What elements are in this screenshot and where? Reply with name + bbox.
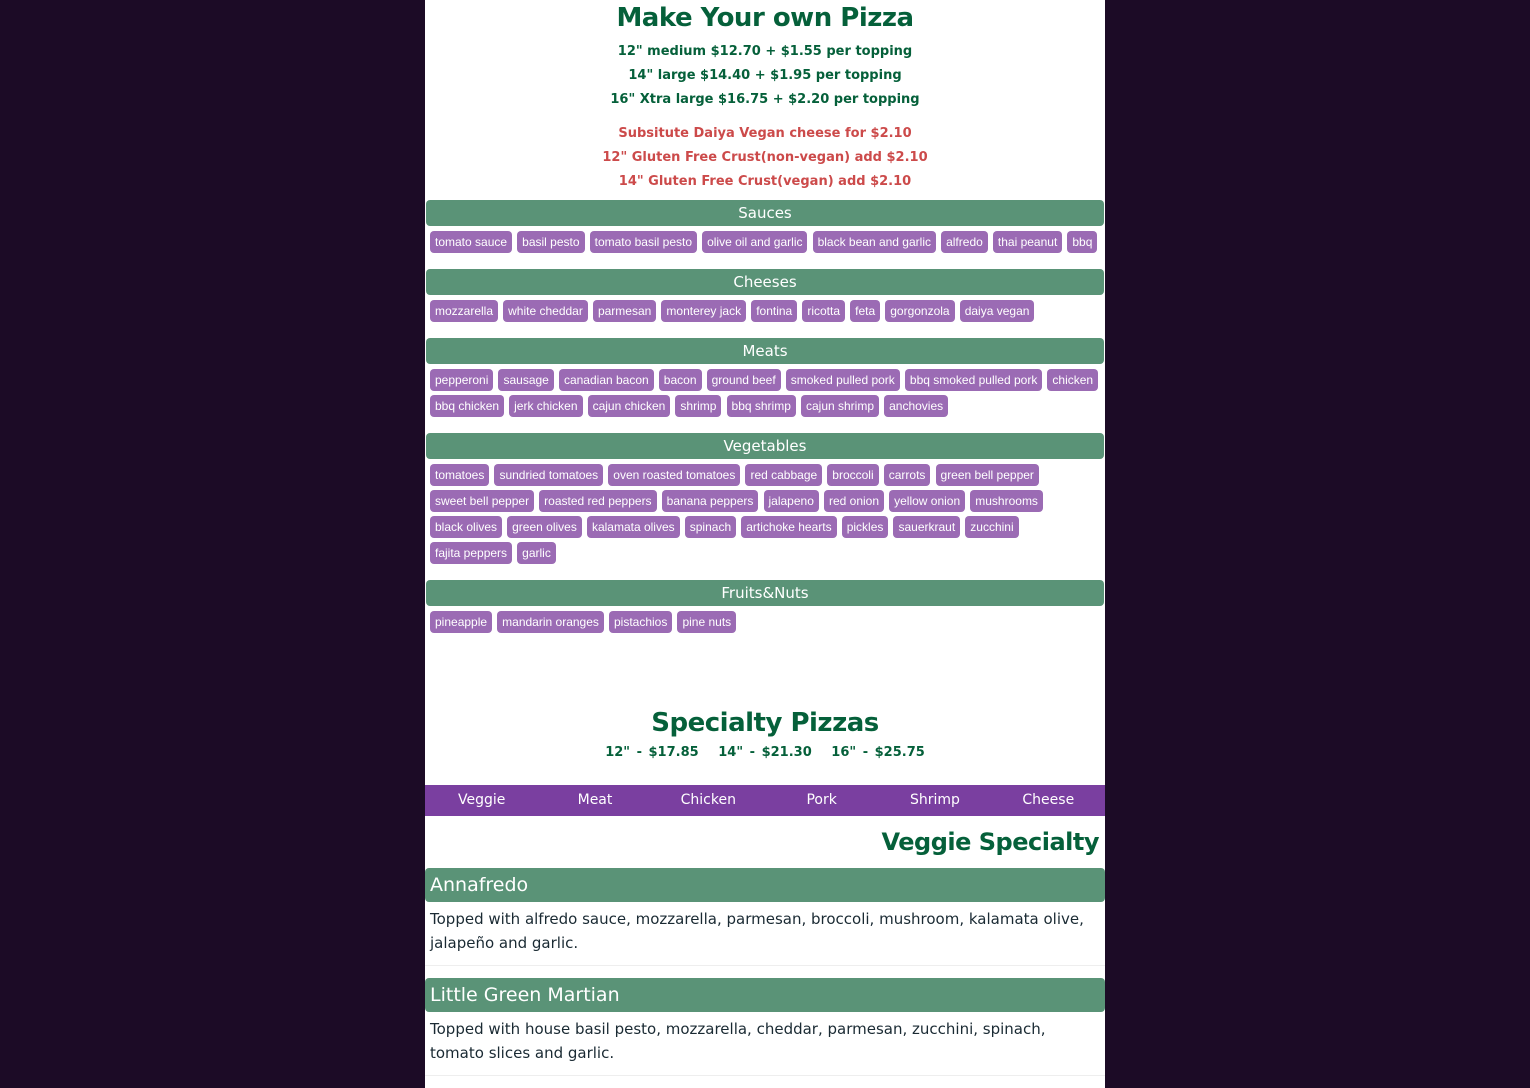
topping-tag[interactable]: tomatoes <box>430 464 489 486</box>
topping-tag[interactable]: sundried tomatoes <box>494 464 603 486</box>
topping-tag[interactable]: cajun chicken <box>588 395 671 417</box>
topping-tag[interactable]: green bell pepper <box>936 464 1039 486</box>
topping-list <box>425 459 1105 571</box>
price-xlarge: 16" Xtra large $16.75 + $2.20 per topping <box>610 92 920 107</box>
topping-tag[interactable]: zucchini <box>965 516 1018 538</box>
specialty-item-name: Little Green Martian <box>425 978 1105 1012</box>
topping-tag[interactable]: bacon <box>659 369 702 391</box>
topping-tag[interactable]: sweet bell pepper <box>430 490 534 512</box>
extra-vegan-cheese: Subsitute Daiya Vegan cheese for $2.10 <box>618 126 912 141</box>
tab-pork[interactable]: Pork <box>806 792 837 808</box>
topping-tag[interactable]: broccoli <box>827 464 878 486</box>
topping-tag[interactable]: tomato sauce <box>430 231 512 253</box>
specialty-item-description: Topped with alfredo sauce, mozzarella, parmesan, broccoli, mushroom, kalamata olive, jalapeño and garlic. <box>425 902 1105 966</box>
specialty-item-name: Annafredo <box>425 868 1105 902</box>
specialty-tabs <box>425 785 1105 816</box>
specialty-prices: 12" - $17.85 14" - $21.30 16" - $25.75 <box>605 745 925 760</box>
veggie-specialty-heading: Veggie Specialty <box>881 828 1099 856</box>
topping-tag[interactable]: smoked pulled pork <box>786 369 900 391</box>
topping-tag[interactable]: black bean and garlic <box>813 231 936 253</box>
topping-tag[interactable]: jalapeno <box>764 490 819 512</box>
category-vegetables <box>425 433 1105 571</box>
topping-list <box>425 606 1105 640</box>
topping-tag[interactable]: white cheddar <box>503 300 588 322</box>
topping-tag[interactable]: spinach <box>685 516 736 538</box>
topping-tag[interactable]: canadian bacon <box>559 369 654 391</box>
topping-tag[interactable]: red cabbage <box>745 464 822 486</box>
tab-chicken[interactable]: Chicken <box>680 792 736 808</box>
topping-tag[interactable]: pine nuts <box>677 611 736 633</box>
tab-veggie[interactable]: Veggie <box>457 792 506 808</box>
topping-tag[interactable]: monterey jack <box>661 300 746 322</box>
topping-tag[interactable]: pepperoni <box>430 369 493 391</box>
tab-cheese[interactable]: Cheese <box>1022 792 1075 808</box>
topping-tag[interactable]: bbq chicken <box>430 395 504 417</box>
topping-tag[interactable]: feta <box>850 300 880 322</box>
topping-tag[interactable]: sauerkraut <box>893 516 960 538</box>
category-meats <box>425 338 1105 424</box>
category-fruits-nuts <box>425 580 1105 640</box>
topping-tag[interactable]: yellow onion <box>889 490 965 512</box>
topping-tag[interactable]: bbq <box>1067 231 1097 253</box>
topping-tag[interactable]: gorgonzola <box>885 300 954 322</box>
topping-tag[interactable]: mozzarella <box>430 300 498 322</box>
topping-tag[interactable]: red onion <box>824 490 884 512</box>
topping-tag[interactable]: fajita peppers <box>430 542 512 564</box>
topping-tag[interactable]: olive oil and garlic <box>702 231 807 253</box>
topping-tag[interactable]: bbq smoked pulled pork <box>905 369 1042 391</box>
topping-list <box>425 295 1105 329</box>
topping-tag[interactable]: thai peanut <box>993 231 1062 253</box>
category-header: Meats <box>426 338 1104 364</box>
topping-tag[interactable]: fontina <box>751 300 797 322</box>
tab-shrimp[interactable]: Shrimp <box>910 792 960 808</box>
category-header: Vegetables <box>426 433 1104 459</box>
category-header: Cheeses <box>426 269 1104 295</box>
topping-tag[interactable]: anchovies <box>884 395 948 417</box>
extra-gf-crust-12: 12" Gluten Free Crust(non-vegan) add $2.10 <box>602 150 928 165</box>
category-sauces <box>425 200 1105 260</box>
specialty-item <box>425 868 1105 966</box>
topping-tag[interactable]: ground beef <box>707 369 781 391</box>
topping-tag[interactable]: carrots <box>884 464 931 486</box>
category-header: Fruits&Nuts <box>426 580 1104 606</box>
topping-tag[interactable]: daiya vegan <box>960 300 1035 322</box>
topping-tag[interactable]: artichoke hearts <box>741 516 836 538</box>
topping-tag[interactable]: mushrooms <box>970 490 1043 512</box>
topping-tag[interactable]: pistachios <box>609 611 672 633</box>
topping-tag[interactable]: mandarin oranges <box>497 611 604 633</box>
topping-tag[interactable]: garlic <box>517 542 556 564</box>
topping-list <box>425 364 1105 424</box>
topping-tag[interactable]: parmesan <box>593 300 656 322</box>
tab-meat[interactable]: Meat <box>577 792 613 808</box>
topping-tag[interactable]: cajun shrimp <box>801 395 879 417</box>
topping-tag[interactable]: roasted red peppers <box>539 490 656 512</box>
menu-page <box>425 0 1105 1088</box>
specialty-title: Specialty Pizzas <box>651 708 879 738</box>
price-medium: 12" medium $12.70 + $1.55 per topping <box>617 44 913 59</box>
topping-tag[interactable]: basil pesto <box>517 231 584 253</box>
category-header: Sauces <box>426 200 1104 226</box>
specialty-item-description: Topped with house basil pesto, mozzarella, cheddar, parmesan, zucchini, spinach, tomato slices and garlic. <box>425 1012 1105 1076</box>
topping-tag[interactable]: jerk chicken <box>509 395 582 417</box>
topping-tag[interactable]: kalamata olives <box>587 516 680 538</box>
topping-list <box>425 226 1105 260</box>
topping-tag[interactable]: oven roasted tomatoes <box>608 464 740 486</box>
price-large: 14" large $14.40 + $1.95 per topping <box>628 68 902 83</box>
topping-tag[interactable]: alfredo <box>941 231 988 253</box>
topping-tag[interactable]: bbq shrimp <box>727 395 796 417</box>
topping-tag[interactable]: green olives <box>507 516 582 538</box>
topping-tag[interactable]: chicken <box>1047 369 1098 391</box>
category-cheeses <box>425 269 1105 329</box>
extra-gf-crust-14: 14" Gluten Free Crust(vegan) add $2.10 <box>618 174 912 189</box>
topping-tag[interactable]: ricotta <box>802 300 845 322</box>
topping-tag[interactable]: tomato basil pesto <box>590 231 697 253</box>
topping-tag[interactable]: sausage <box>498 369 553 391</box>
build-pizza-title: Make Your own Pizza <box>616 3 914 33</box>
topping-tag[interactable]: pickles <box>842 516 889 538</box>
topping-tag[interactable]: pineapple <box>430 611 492 633</box>
specialty-item <box>425 978 1105 1076</box>
topping-tag[interactable]: black olives <box>430 516 502 538</box>
topping-tag[interactable]: banana peppers <box>662 490 759 512</box>
topping-tag[interactable]: shrimp <box>675 395 721 417</box>
topping-categories <box>425 200 1105 640</box>
